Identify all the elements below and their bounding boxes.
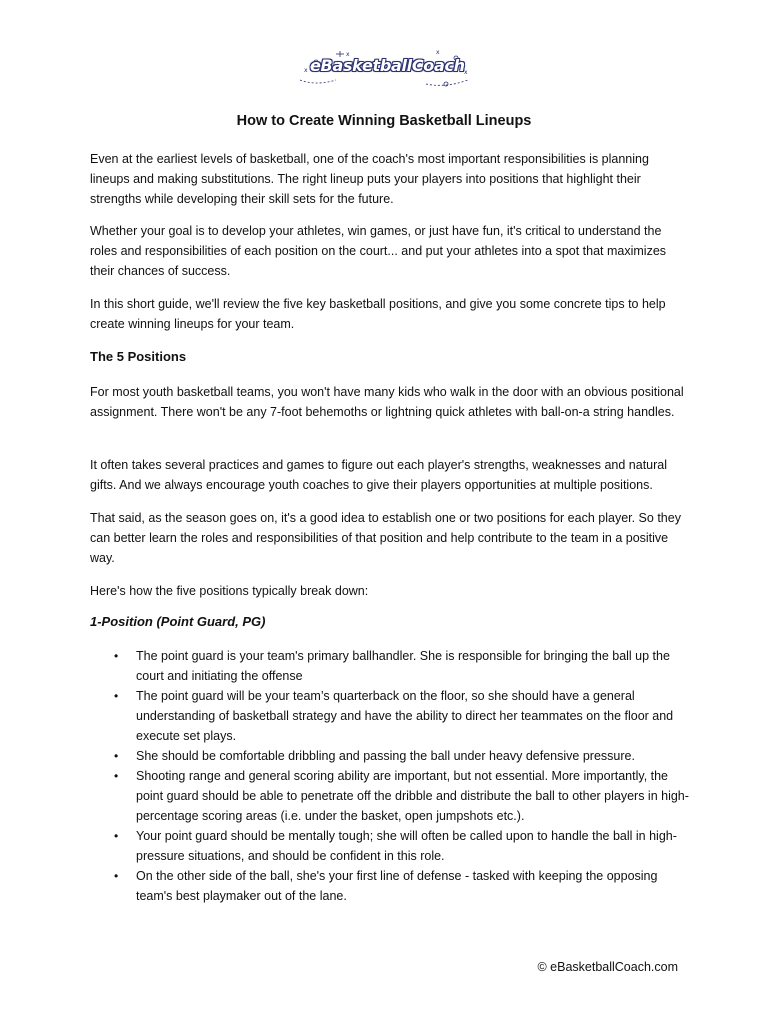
bullet-icon: •	[114, 649, 119, 663]
svg-text:x: x	[464, 69, 468, 76]
positions-paragraph-2: It often takes several practices and games to figure out each player's strengths, weaknesses and natural gifts. And we always encourage youth coaches to give their players opportunities at multiple positions.	[90, 458, 668, 492]
list-item-text: Shooting range and general scoring ability are important, but not essential. More importantly, the point guard should be able to penetrate off the dribble and distribute the ball to other players in high-percentage scoring areas (i.e. under the basket, open jumpshots etc.).	[136, 769, 689, 823]
bullet-icon: •	[114, 749, 119, 763]
copyright-footer: © eBasketballCoach.com	[537, 960, 678, 974]
document-title: How to Create Winning Basketball Lineups	[236, 113, 532, 129]
position-subheading: 1-Position (Point Guard, PG)	[90, 614, 266, 629]
list-item	[90, 686, 690, 746]
list-item	[90, 826, 690, 866]
list-item-text: On the other side of the ball, she's your first line of defense - tasked with keeping the opposing team's best playmaker out of the lane.	[136, 869, 658, 903]
positions-paragraph-1: For most youth basketball teams, you won't have many kids who walk in the door with an obvious positional assignment. There won't be any 7-foot behemoths or lightning quick athletes with ball-on-a string handles.	[90, 385, 684, 419]
list-item-text: The point guard is your team's primary ballhandler. She is responsible for bringing the ball up the court and initiating the offense	[136, 649, 670, 683]
list-item	[90, 746, 690, 766]
list-item-text: The point guard will be your team’s quarterback on the floor, so she should have a general understanding of basketball strategy and have the ability to direct her teammates on the floor and execute set plays.	[136, 689, 674, 743]
bullet-icon: •	[114, 829, 119, 843]
svg-text:x: x	[304, 67, 308, 74]
svg-text:x: x	[436, 50, 440, 56]
point-guard-bullet-list	[90, 646, 690, 906]
bullet-icon: •	[114, 769, 119, 783]
list-item	[90, 646, 690, 686]
bullet-icon: •	[114, 689, 119, 703]
intro-paragraph-3: In this short guide, we'll review the five key basketball positions, and give you some concrete tips to help create winning lineups for your team.	[90, 297, 666, 331]
section-heading: The 5 Positions	[90, 349, 187, 364]
svg-text:x: x	[346, 51, 350, 58]
list-item	[90, 766, 690, 826]
logo-wordmark: eBasketballCoach	[310, 56, 465, 75]
ebasketballcoach-logo	[296, 50, 476, 90]
intro-paragraph-2: Whether your goal is to develop your athletes, win games, or just have fun, it's critical to understand the roles and responsibilities of each position on the court... and put your athletes into a spot that maximizes their chances of success.	[90, 224, 667, 278]
bullet-icon: •	[114, 869, 119, 883]
list-item	[90, 866, 690, 906]
positions-paragraph-3: That said, as the season goes on, it's a good idea to establish one or two positions for each player. So they can better learn the roles and responsibilities of that position and help contribute to the team in a positive way.	[90, 511, 681, 565]
list-item-text: Your point guard should be mentally tough; she will often be called upon to handle the ball in high-pressure situations, and should be confident in this role.	[136, 829, 677, 863]
positions-paragraph-4: Here's how the five positions typically break down:	[90, 584, 369, 598]
list-item-text: She should be comfortable dribbling and passing the ball under heavy defensive pressure.	[136, 749, 635, 763]
intro-paragraph-1: Even at the earliest levels of basketball, one of the coach's most important responsibilities is planning lineups and making substitutions. The right lineup puts your players into positions that highlight their strengths while developing their skill sets for the future.	[90, 152, 649, 206]
